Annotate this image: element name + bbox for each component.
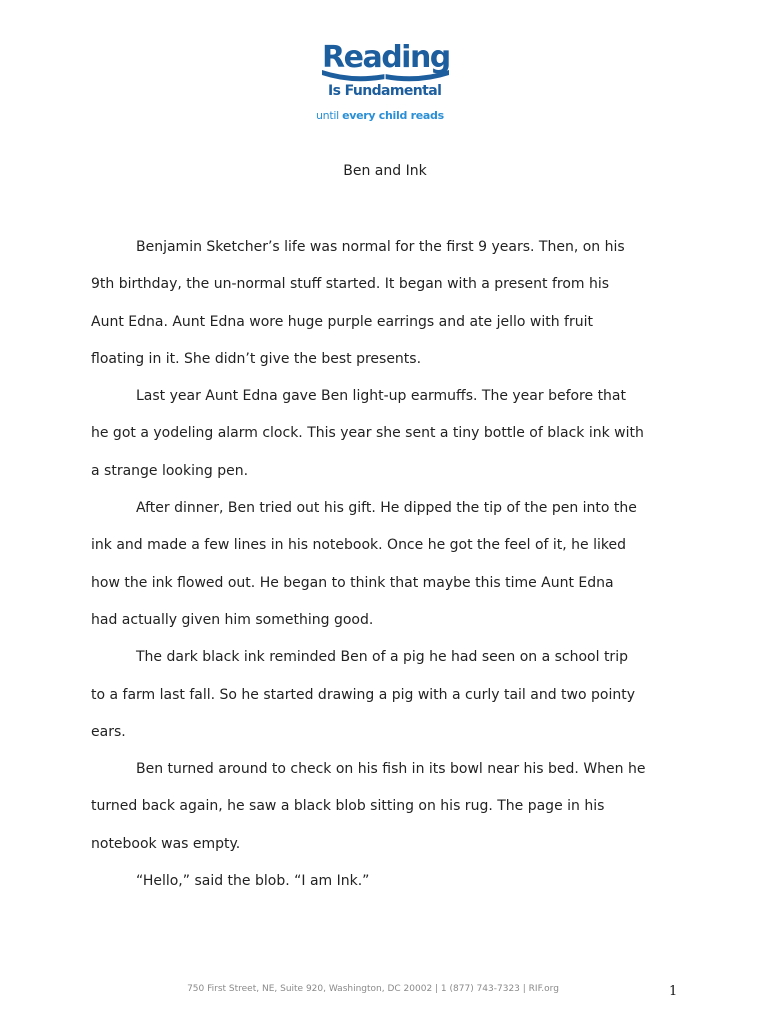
paragraph-first-line: “Hello,” said the blob. “I am Ink.” bbox=[136, 873, 370, 890]
paragraph-line: ears. bbox=[91, 723, 126, 740]
document-title: Ben and Ink bbox=[343, 163, 427, 179]
paragraph-line: how the ink flowed out. He began to think that maybe this time Aunt Edna bbox=[91, 574, 614, 591]
paragraph-line: a strange looking pen. bbox=[91, 462, 249, 479]
rif-logo bbox=[300, 38, 470, 128]
paragraph-line: Aunt Edna. Aunt Edna wore huge purple earrings and ate jello with fruit bbox=[91, 313, 593, 330]
logo-subtitle: Is Fundamental bbox=[328, 83, 442, 99]
paragraph-line: to a farm last fall. So he started drawing a pig with a curly tail and two pointy bbox=[91, 686, 636, 703]
page-number: 1 bbox=[669, 984, 678, 999]
paragraph-line: 9th birthday, the un-normal stuff started. It began with a present from his bbox=[91, 276, 610, 293]
paragraph-line: ink and made a few lines in his notebook. Once he got the feel of it, he liked bbox=[91, 537, 626, 554]
paragraph-first-line: Last year Aunt Edna gave Ben light-up earmuffs. The year before that bbox=[136, 388, 626, 405]
paragraph-line: had actually given him something good. bbox=[91, 611, 374, 628]
paragraph-first-line: After dinner, Ben tried out his gift. He dipped the tip of the pen into the bbox=[136, 500, 637, 517]
paragraph-line: turned back again, he saw a black blob sitting on his rug. The page in his bbox=[91, 798, 605, 815]
paragraph-first-line: Benjamin Sketcher’s life was normal for the first 9 years. Then, on his bbox=[136, 239, 625, 255]
paragraph-line: he got a yodeling alarm clock. This year she sent a tiny bottle of black ink with bbox=[91, 425, 644, 442]
logo-wordmark: Reading bbox=[322, 40, 450, 75]
logo-tagline: until every child reads bbox=[316, 109, 444, 122]
footer-contact: 750 First Street, NE, Suite 920, Washington, DC 20002 | 1 (877) 743-7323 | RIF.org bbox=[187, 984, 559, 994]
paragraph-first-line: The dark black ink reminded Ben of a pig he had seen on a school trip bbox=[136, 649, 628, 666]
paragraph-line: floating in it. She didn’t give the best presents. bbox=[91, 350, 422, 367]
paragraph-first-line: Ben turned around to check on his fish in its bowl near his bed. When he bbox=[136, 761, 646, 778]
paragraph-line: notebook was empty. bbox=[91, 835, 241, 852]
story-body bbox=[91, 229, 691, 900]
